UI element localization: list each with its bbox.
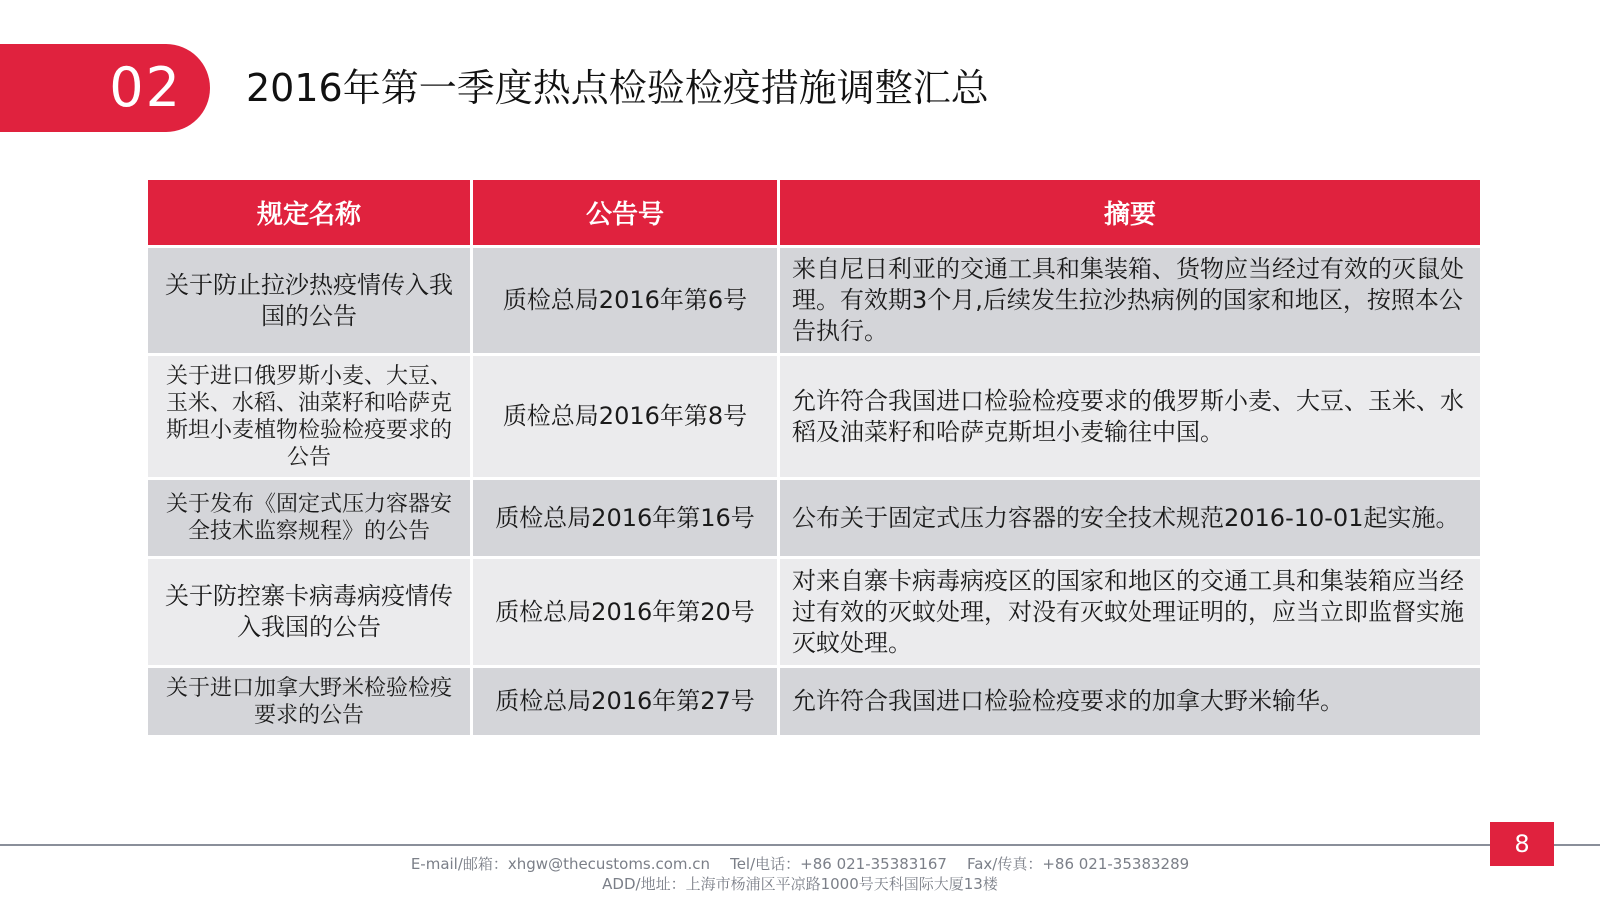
regulation-summary: 允许符合我国进口检验检疫要求的加拿大野米输华。 — [779, 667, 1482, 737]
column-header-name: 规定名称 — [147, 180, 472, 247]
footer-tel: Tel/电话：+86 021-35383167 — [730, 855, 947, 873]
page-title: 2016年第一季度热点检验检疫措施调整汇总 — [246, 66, 989, 110]
footer-email: E-mail/邮箱：xhgw@thecustoms.com.cn — [410, 855, 711, 873]
regulation-summary: 对来自寨卡病毒病疫区的国家和地区的交通工具和集装箱应当经过有效的灭蚊处理，对没有灭蚊处理证明的，应当立即监督实施灭蚊处理。 — [779, 558, 1482, 667]
footer-fax: Fax/传真：+86 021-35383289 — [966, 855, 1190, 873]
regulation-summary: 公布关于固定式压力容器的安全技术规范2016-10-01起实施。 — [779, 479, 1482, 558]
regulation-table — [145, 180, 1480, 738]
footer-divider — [0, 844, 1600, 846]
regulation-name: 关于发布《固定式压力容器安全技术监察规程》的公告 — [147, 479, 472, 558]
regulation-name: 关于进口俄罗斯小麦、大豆、玉米、水稻、油菜籽和哈萨克斯坦小麦植物检验检疫要求的公告 — [147, 355, 472, 479]
footer-contact — [0, 853, 1600, 874]
regulation-name: 关于防控寨卡病毒病疫情传入我国的公告 — [147, 558, 472, 667]
table-row — [147, 479, 1482, 558]
notice-number: 质检总局2016年第8号 — [472, 355, 779, 479]
page-number: 8 — [1490, 822, 1554, 866]
table-row — [147, 558, 1482, 667]
regulation-name: 关于进口加拿大野米检验检疫要求的公告 — [147, 667, 472, 737]
notice-number: 质检总局2016年第27号 — [472, 667, 779, 737]
section-badge — [0, 44, 210, 132]
column-header-notice: 公告号 — [472, 180, 779, 247]
regulation-summary: 来自尼日利亚的交通工具和集装箱、货物应当经过有效的灭鼠处理。有效期3个月,后续发生拉沙热病例的国家和地区，按照本公告执行。 — [779, 247, 1482, 355]
table-row — [147, 667, 1482, 737]
notice-number: 质检总局2016年第20号 — [472, 558, 779, 667]
section-number: 02 — [109, 56, 182, 119]
table-header-row — [147, 180, 1482, 247]
regulation-name: 关于防止拉沙热疫情传入我国的公告 — [147, 247, 472, 355]
table-row — [147, 355, 1482, 479]
footer-address: ADD/地址：上海市杨浦区平凉路1000号天科国际大厦13楼 — [602, 875, 998, 893]
notice-number: 质检总局2016年第16号 — [472, 479, 779, 558]
notice-number: 质检总局2016年第6号 — [472, 247, 779, 355]
table-row — [147, 247, 1482, 355]
column-header-summary: 摘要 — [779, 180, 1482, 247]
regulation-summary: 允许符合我国进口检验检疫要求的俄罗斯小麦、大豆、玉米、水稻及油菜籽和哈萨克斯坦小麦输往中国。 — [779, 355, 1482, 479]
